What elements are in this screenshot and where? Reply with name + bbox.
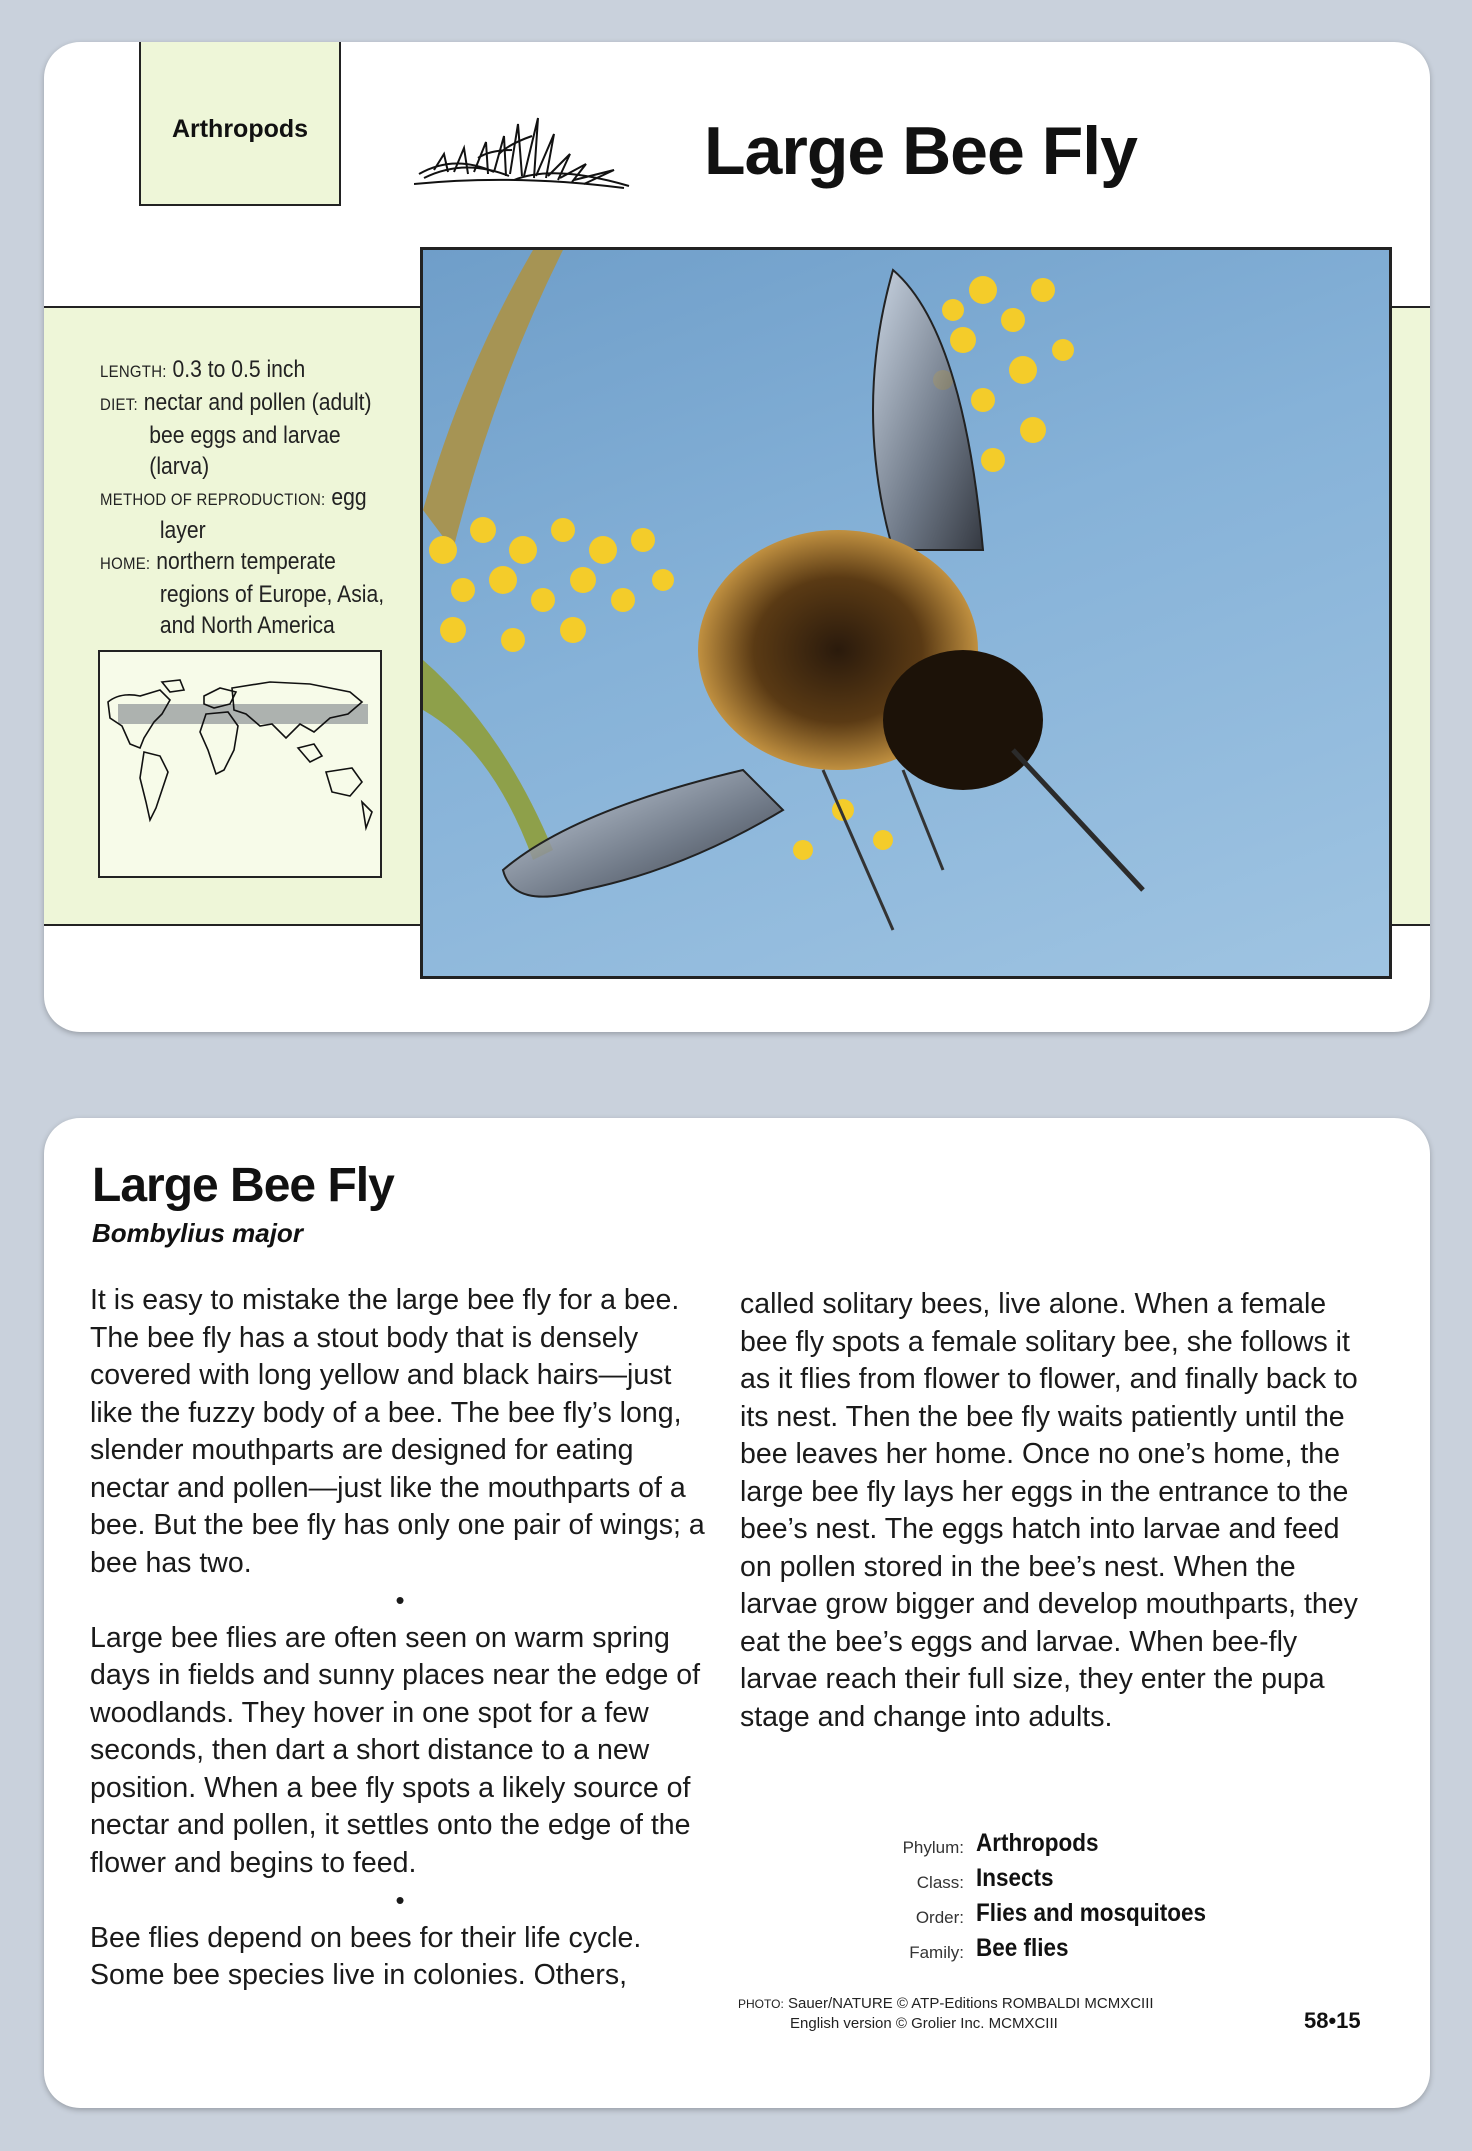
phylum-label: Phylum: xyxy=(902,1838,964,1857)
length-label: LENGTH: xyxy=(100,362,167,381)
home-label: HOME: xyxy=(100,554,151,573)
home-value: northern temperate xyxy=(156,548,336,575)
diet-value-3: (larva) xyxy=(149,453,210,480)
text-column-right xyxy=(740,1286,1360,1736)
paragraph-4: called solitary bees, live alone. When a female bee fly spots a female solitary bee, she follows it as it flies from flower to flower, and finally back to its nest. Then the bee fly waits patiently until the bee leaves her home. Once no one’s home, the large bee fly lays her eggs in the entrance to the bee’s nest. The eggs hatch into larvae and feed on pollen stored in the bee’s nest. When the larvae grow bigger and develop mouthparts, they eat the bee’s eggs and larvae. When bee-fly larvae reach their full size, they enter the pupa stage and change into adults. xyxy=(740,1288,1358,1733)
card-title: Large Bee Fly xyxy=(704,113,1137,189)
card-number: 58•15 xyxy=(1304,2008,1361,2033)
bee-fly-photo xyxy=(420,247,1392,979)
scientific-name: Bombylius major xyxy=(92,1218,303,1248)
diet-value: nectar and pollen (adult) xyxy=(143,389,372,416)
length-value: 0.3 to 0.5 inch xyxy=(172,356,306,383)
facts-list xyxy=(100,354,390,641)
order-label: Order: xyxy=(915,1908,964,1927)
photo-credits xyxy=(738,1994,1154,2033)
taxonomy-table xyxy=(894,1828,1232,1968)
credit-line-2: English version © Grolier Inc. MCMXCIII xyxy=(790,2015,1058,2032)
reproduction-value: egg xyxy=(331,484,367,511)
credit-line-1: Sauer/NATURE © ATP-Editions ROMBALDI MCMXCIII xyxy=(787,1995,1154,2012)
home-value-3: and North America xyxy=(159,612,335,639)
reproduction-value-2: layer xyxy=(159,517,206,544)
bee-fly-image xyxy=(423,250,1389,976)
photo-label: PHOTO: xyxy=(738,1997,784,2011)
range-map xyxy=(98,650,382,878)
back-title: Large Bee Fly xyxy=(92,1159,394,1212)
reproduction-label: METHOD OF REPRODUCTION: xyxy=(100,490,326,509)
family-label: Family: xyxy=(909,1943,964,1962)
paragraph-1: It is easy to mistake the large bee fly for a bee. The bee fly has a stout body that is densely covered with long yellow and black hairs—just like the fuzzy body of a bee. The bee fly’s long, slender mouthparts are designed for eating nectar and pollen—just like the mouthparts of a bee. But the bee fly has only one pair of wings; a bee has two. xyxy=(90,1284,705,1579)
diet-label: DIET: xyxy=(100,395,138,414)
class-value: Insects xyxy=(976,1864,1054,1892)
world-map-icon xyxy=(100,652,380,876)
phylum-value: Arthropods xyxy=(976,1829,1099,1857)
class-label: Class: xyxy=(916,1873,964,1892)
card-front xyxy=(44,42,1430,1032)
home-value-2: regions of Europe, Asia, xyxy=(159,581,385,608)
separator-bullet: • xyxy=(395,1585,405,1615)
order-value: Flies and mosquitoes xyxy=(976,1899,1207,1927)
separator-bullet: • xyxy=(395,1885,405,1915)
paragraph-2: Large bee flies are often seen on warm spring days in fields and sunny places near the edge of woodlands. They hover in one spot for a few seconds, then dart a short distance to a new position. When a bee fly spots a likely source of nectar and pollen, it settles onto the edge of the flower and begins to feed. xyxy=(90,1621,700,1879)
category-text: Arthropods xyxy=(171,114,309,143)
paragraph-3: Bee flies depend on bees for their life cycle. Some bee species live in colonies. Others, xyxy=(90,1921,642,1991)
card-back xyxy=(44,1118,1430,2108)
family-value: Bee flies xyxy=(976,1934,1069,1962)
category-label xyxy=(139,42,341,206)
grass-icon xyxy=(414,114,634,194)
text-column-left xyxy=(90,1282,710,1995)
diet-value-2: bee eggs and larvae xyxy=(149,422,341,449)
